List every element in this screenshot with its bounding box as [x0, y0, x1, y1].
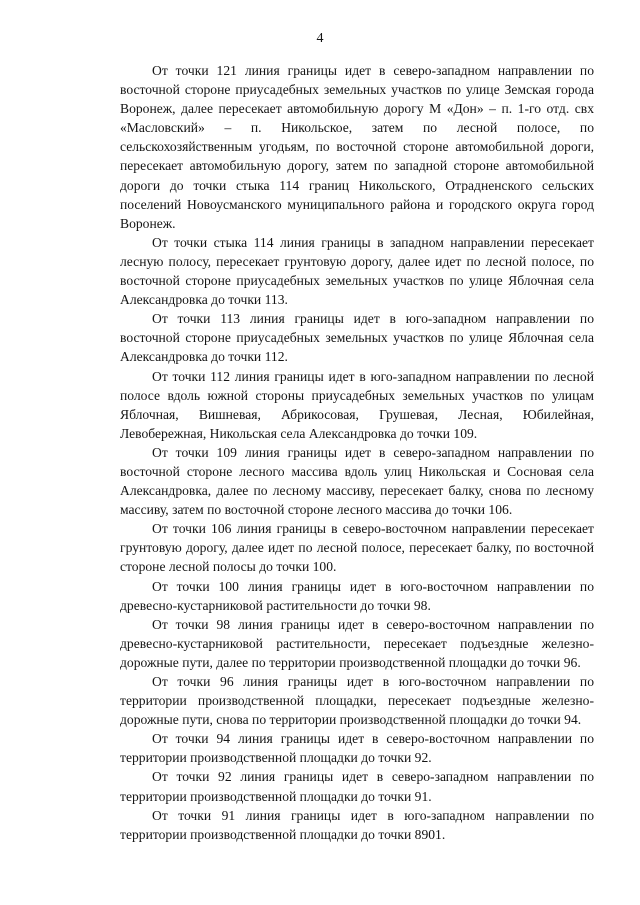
paragraph-point-121: От точки 121 линия границы идет в северо-западном направлении по восточной стороне приусадебных земельных участков по улице Земская города Воронеж, далее пересекает автомобильную дорогу М «Дон» – п. 1-го отд. свх «Масловский» – п. Никольское, затем по лесной полосе, по сельскохозяйственным угодьям, по восточной стороне автомобильной дороги, пересекает автомобильную дорогу, затем по западной стороне автомобильной дороги до точки стыка 114 границ Никольского, Отрадненского сельских поселений Новоусманского муниципального района и городского округа город Воронеж.: [120, 63, 594, 231]
page-number: 4: [316, 31, 324, 46]
paragraph-point-109: От точки 109 линия границы идет в северо-западном направлении по восточной стороне лесного массива вдоль улиц Никольская и Сосновая села Александровка, далее по лесному массиву, пересекает балку, снова по лесному массиву, затем по восточной стороне лесного массива до точки 106.: [120, 444, 594, 518]
paragraph-point-98: От точки 98 линия границы идет в северо-восточном направлении по древесно-кустарниковой растительности, пересекает подъездные железнодорожные пути, далее по территории производственной площадки до точки 96.: [120, 616, 594, 670]
document-body: [120, 61, 594, 844]
paragraph-point-113: От точки 113 линия границы идет в юго-западном направлении по восточной стороне приусадебных земельных участков по улице Яблочная села Александровка до точки 112.: [120, 311, 594, 365]
paragraph-point-96: От точки 96 линия границы идет в юго-восточном направлении по территории производственной площадки, пересекает подъездные железнодорожные пути, снова по территории производственной площадки до точки 94.: [120, 674, 594, 728]
paragraph-point-92: От точки 92 линия границы идет в северо-западном направлении по территории производственной площадки до точки 91.: [120, 769, 594, 804]
paragraph-point-91: От точки 91 линия границы идет в юго-западном направлении по территории производственной площадки до точки 8901.: [120, 807, 594, 842]
paragraph-point-94: От точки 94 линия границы идет в северо-восточном направлении по территории производственной площадки до точки 92.: [120, 731, 594, 766]
paragraph-point-100: От точки 100 линия границы идет в юго-восточном направлении по древесно-кустарниковой растительности до точки 98.: [120, 578, 594, 613]
paragraph-point-112: От точки 112 линия границы идет в юго-западном направлении по лесной полосе вдоль южной стороны приусадебных земельных участков по улицам Яблочная, Вишневая, Абрикосовая, Грушевая, Лесная, Юбилейная, Левобережная, Никольская села Александровка до точки 109.: [120, 368, 594, 441]
paragraph-point-106: От точки 106 линия границы в северо-восточном направлении пересекает грунтовую дорогу, далее идет по лесной полосе, пересекает балку, по восточной стороне лесной полосы до точки 100.: [120, 521, 594, 575]
paragraph-point-114: От точки стыка 114 линия границы в западном направлении пересекает лесную полосу, пересекает грунтовую дорогу, далее идет по лесной полосе, по восточной стороне приусадебных земельных участков по улице Яблочная села Александровка до точки 113.: [120, 234, 594, 308]
